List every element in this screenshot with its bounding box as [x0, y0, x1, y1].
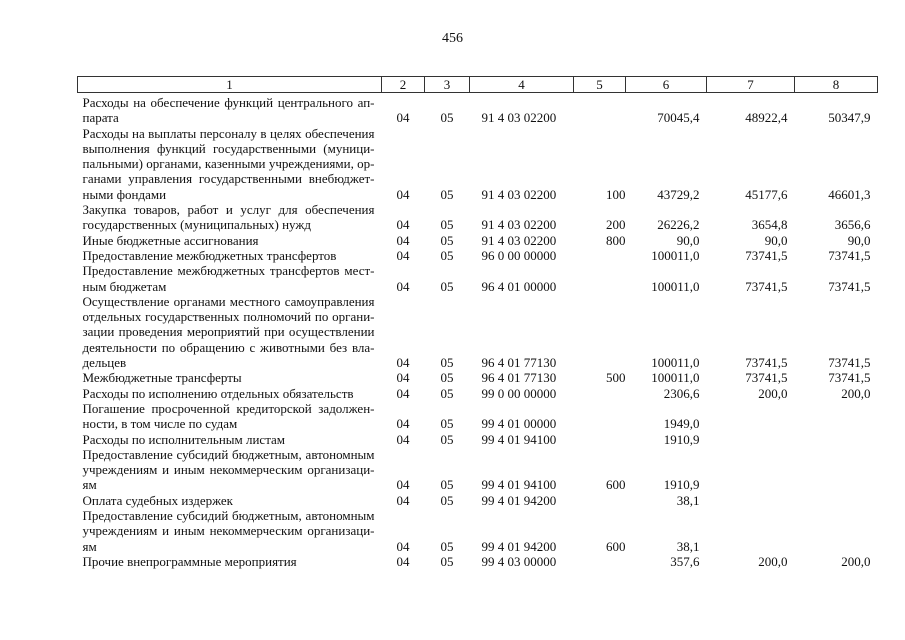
- amount-col7: [707, 508, 795, 554]
- description-line: Расходы по исполнению отдельных обязательств: [82, 385, 354, 401]
- expense-type-code: 100: [606, 186, 626, 202]
- amount-col7: 200,0: [758, 553, 788, 569]
- amount-col7: 45177,6: [745, 186, 788, 202]
- description-line: Предоставление межбюджетных трансфертов: [82, 247, 337, 263]
- amount-col7: [707, 401, 795, 432]
- amount-col6: 2306,6: [663, 385, 700, 401]
- section-code: 04: [396, 385, 410, 401]
- row-description: [78, 248, 382, 263]
- target-article-code: 99 4 03 00000: [481, 553, 557, 569]
- budget-table: [77, 76, 878, 569]
- row-description: [78, 554, 382, 569]
- table-row: [78, 370, 878, 385]
- table-row: [78, 447, 878, 493]
- amount-col7: 73741,5: [745, 278, 788, 294]
- description-line: ным бюджетам: [82, 278, 167, 294]
- table-row: [78, 386, 878, 401]
- description-line: отдельных государственных полномочий по органи-: [82, 309, 375, 325]
- col-header: 4: [470, 77, 574, 93]
- page-number: 456: [442, 31, 463, 46]
- col-header: 5: [574, 77, 626, 93]
- amount-col6: 1910,9: [663, 477, 700, 493]
- description-line: ганами управления государственными внебюджет-: [82, 171, 375, 187]
- description-line: государственных (муниципальных) нужд: [82, 217, 311, 233]
- description-line: ям: [82, 477, 97, 493]
- target-article-code: 99 4 01 94100: [481, 431, 557, 447]
- table-row: [78, 233, 878, 248]
- expense-type-code: [574, 554, 626, 569]
- row-description: [78, 447, 382, 493]
- row-description: [78, 493, 382, 508]
- amount-col8: [795, 447, 878, 493]
- amount-col7: 200,0: [758, 385, 788, 401]
- section-code: 04: [396, 370, 410, 386]
- row-description: [78, 508, 382, 554]
- section-code: 04: [396, 278, 410, 294]
- amount-col8: [795, 493, 878, 508]
- amount-col7: 90,0: [764, 232, 788, 248]
- subsection-code: 05: [440, 355, 454, 371]
- col-header: 1: [78, 77, 382, 93]
- row-description: [78, 202, 382, 233]
- target-article-code: 91 4 03 02200: [481, 232, 557, 248]
- table-row: [78, 294, 878, 370]
- description-line: Иные бюджетные ассигнования: [82, 232, 259, 248]
- description-line: Осуществление органами местного самоуправления: [82, 293, 375, 309]
- section-code: 04: [396, 477, 410, 493]
- table-row: [78, 93, 878, 126]
- subsection-code: 05: [440, 217, 454, 233]
- expense-type-code: [574, 386, 626, 401]
- subsection-code: 05: [440, 538, 454, 554]
- col-header: 8: [795, 77, 878, 93]
- table-row: [78, 248, 878, 263]
- section-code: 04: [396, 232, 410, 248]
- amount-col7: 73741,5: [745, 247, 788, 263]
- section-code: 04: [396, 492, 410, 508]
- row-description: [78, 432, 382, 447]
- table-row: [78, 126, 878, 202]
- amount-col7: 73741,5: [745, 370, 788, 386]
- expense-type-code: 200: [606, 217, 626, 233]
- amount-col6: 90,0: [676, 232, 700, 248]
- description-line: Оплата судебных издержек: [82, 492, 233, 508]
- amount-col7: [707, 447, 795, 493]
- row-description: [78, 294, 382, 370]
- description-line: Закупка товаров, работ и услуг для обеспечения: [82, 202, 375, 218]
- amount-col8: [795, 432, 878, 447]
- table-row: [78, 202, 878, 233]
- expense-type-code: [574, 432, 626, 447]
- description-line: Предоставление субсидий бюджетным, автономным: [82, 508, 375, 524]
- amount-col6: 43729,2: [657, 186, 700, 202]
- description-line: Прочие внепрограммные мероприятия: [82, 553, 297, 569]
- description-line: ности, в том числе по судам: [82, 416, 238, 432]
- row-description: [78, 263, 382, 294]
- target-article-code: 96 4 01 77130: [481, 355, 557, 371]
- subsection-code: 05: [440, 232, 454, 248]
- description-line: парата: [82, 110, 119, 126]
- target-article-code: 96 4 01 77130: [481, 370, 557, 386]
- description-line: учреждениям и иным некоммерческим организаци-: [82, 462, 375, 478]
- expense-type-code: [574, 294, 626, 370]
- subsection-code: 05: [440, 431, 454, 447]
- subsection-code: 05: [440, 477, 454, 493]
- target-article-code: 99 4 01 94200: [481, 538, 557, 554]
- amount-col7: 3654,8: [751, 217, 788, 233]
- amount-col6: 26226,2: [657, 217, 700, 233]
- description-line: деятельности по обращению с животными без вла-: [82, 339, 375, 355]
- description-line: Предоставление межбюджетных трансфертов мест-: [82, 263, 375, 279]
- description-line: ям: [82, 538, 97, 554]
- table-row: [78, 263, 878, 294]
- amount-col7: [707, 432, 795, 447]
- expense-type-code: [574, 401, 626, 432]
- subsection-code: 05: [440, 110, 454, 126]
- col-header: 7: [707, 77, 795, 93]
- description-line: Погашение просроченной кредиторской задолжен-: [82, 400, 375, 416]
- col-header: 3: [425, 77, 470, 93]
- expense-type-code: [574, 493, 626, 508]
- row-description: [78, 126, 382, 202]
- target-article-code: 96 4 01 00000: [481, 278, 557, 294]
- amount-col8: [795, 508, 878, 554]
- amount-col6: 38,1: [676, 492, 700, 508]
- amount-col8: 73741,5: [828, 355, 871, 371]
- row-description: [78, 93, 382, 126]
- expense-type-code: 500: [606, 370, 626, 386]
- section-code: 04: [396, 416, 410, 432]
- subsection-code: 05: [440, 278, 454, 294]
- target-article-code: 99 4 01 00000: [481, 416, 557, 432]
- amount-col6: 38,1: [676, 538, 700, 554]
- description-line: Расходы на выплаты персоналу в целях обеспечения: [82, 125, 375, 141]
- target-article-code: 91 4 03 02200: [481, 186, 557, 202]
- subsection-code: 05: [440, 553, 454, 569]
- amount-col6: 100011,0: [651, 370, 700, 386]
- description-line: дельцев: [82, 355, 127, 371]
- row-description: [78, 386, 382, 401]
- header-row: [78, 77, 878, 93]
- description-line: Предоставление субсидий бюджетным, автономным: [82, 446, 375, 462]
- amount-col8: 50347,9: [828, 110, 871, 126]
- col-header: 6: [626, 77, 707, 93]
- amount-col8: 73741,5: [828, 278, 871, 294]
- expense-type-code: [574, 248, 626, 263]
- subsection-code: 05: [440, 186, 454, 202]
- target-article-code: 96 0 00 00000: [481, 247, 557, 263]
- table-row: [78, 554, 878, 569]
- amount-col8: 73741,5: [828, 370, 871, 386]
- section-code: 04: [396, 110, 410, 126]
- description-line: учреждениям и иным некоммерческим организаци-: [82, 523, 375, 539]
- row-description: [78, 370, 382, 385]
- amount-col6: 70045,4: [657, 110, 700, 126]
- col-header: 2: [382, 77, 425, 93]
- amount-col8: 200,0: [841, 385, 871, 401]
- amount-col8: 73741,5: [828, 247, 871, 263]
- section-code: 04: [396, 217, 410, 233]
- section-code: 04: [396, 553, 410, 569]
- subsection-code: 05: [440, 370, 454, 386]
- amount-col6: 357,6: [670, 553, 700, 569]
- amount-col7: [707, 493, 795, 508]
- amount-col8: 200,0: [841, 553, 871, 569]
- subsection-code: 05: [440, 385, 454, 401]
- amount-col8: 3656,6: [834, 217, 871, 233]
- target-article-code: 99 4 01 94200: [481, 492, 557, 508]
- description-line: выполнения функций государственными (муници-: [82, 140, 375, 156]
- subsection-code: 05: [440, 416, 454, 432]
- description-line: Расходы на обеспечение функций центрального ап-: [82, 95, 375, 110]
- expense-type-code: [574, 263, 626, 294]
- section-code: 04: [396, 247, 410, 263]
- description-line: Расходы по исполнительным листам: [82, 431, 286, 447]
- target-article-code: 91 4 03 02200: [481, 110, 557, 126]
- target-article-code: 99 4 01 94100: [481, 477, 557, 493]
- section-code: 04: [396, 538, 410, 554]
- description-line: ными фондами: [82, 186, 167, 202]
- amount-col6: 1910,9: [663, 431, 700, 447]
- row-description: [78, 233, 382, 248]
- amount-col8: 90,0: [847, 232, 871, 248]
- description-line: зации проведения мероприятий при осуществлении: [82, 324, 375, 340]
- expense-type-code: 800: [606, 232, 626, 248]
- amount-col8: 46601,3: [828, 186, 871, 202]
- amount-col7: 48922,4: [745, 110, 788, 126]
- target-article-code: 91 4 03 02200: [481, 217, 557, 233]
- section-code: 04: [396, 355, 410, 371]
- subsection-code: 05: [440, 247, 454, 263]
- section-code: 04: [396, 431, 410, 447]
- table-row: [78, 432, 878, 447]
- amount-col6: 100011,0: [651, 355, 700, 371]
- amount-col6: 100011,0: [651, 247, 700, 263]
- description-line: пальными) органами, казенными учреждениями, ор-: [82, 156, 375, 172]
- table-row: [78, 508, 878, 554]
- expense-type-code: [574, 93, 626, 126]
- amount-col6: 1949,0: [663, 416, 700, 432]
- amount-col8: [795, 401, 878, 432]
- amount-col7: 73741,5: [745, 355, 788, 371]
- row-description: [78, 401, 382, 432]
- description-line: Межбюджетные трансферты: [82, 370, 242, 386]
- table-row: [78, 493, 878, 508]
- subsection-code: 05: [440, 492, 454, 508]
- amount-col6: 100011,0: [651, 278, 700, 294]
- expense-type-code: 600: [606, 477, 626, 493]
- target-article-code: 99 0 00 00000: [481, 385, 557, 401]
- table-row: [78, 401, 878, 432]
- section-code: 04: [396, 186, 410, 202]
- expense-type-code: 600: [606, 538, 626, 554]
